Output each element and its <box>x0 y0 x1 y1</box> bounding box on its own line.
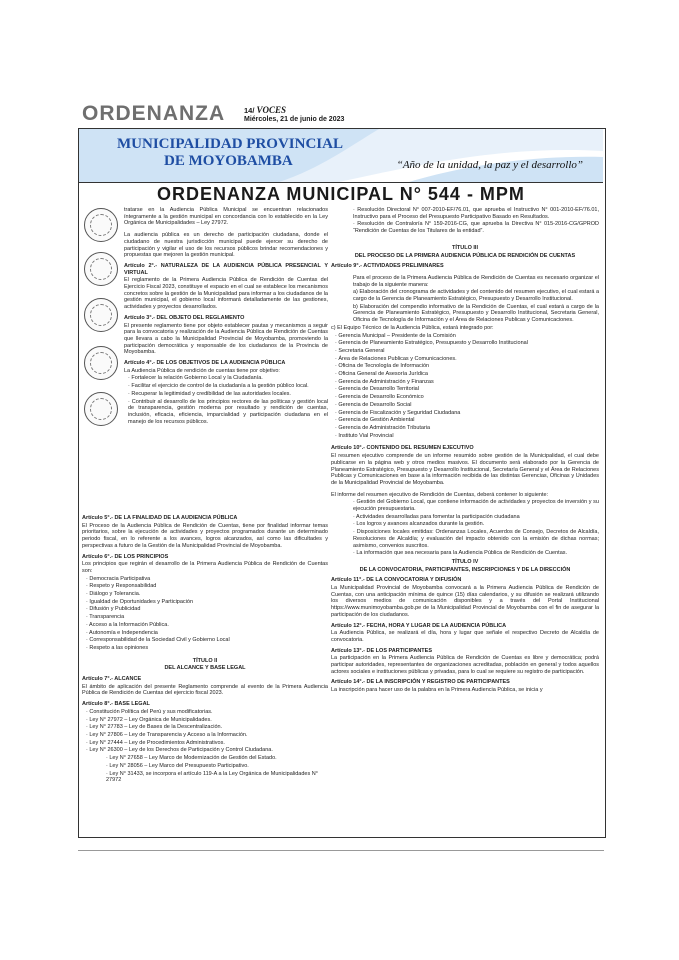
list-item: · Diálogo y Tolerancia. <box>86 591 141 598</box>
article-heading: Artículo 12°.- FECHA, HORA Y LUGAR DE LA AUDIENCIA PÚBLICA <box>331 622 507 629</box>
list-item: · Resolución Directoral N° 007-2010-EF/76.01, que aprueba el Instructivo N° 001-2010-EF/76.01, Instructivo para el Proceso del Presupuesto Participativo Basado en Resultados. <box>353 207 599 220</box>
paragraph: Para el proceso de la Primera Audiencia Pública de Rendición de Cuentas es necesario organizar el trabajo de la siguiente manera: <box>353 274 599 288</box>
paragraph: El Proceso de la Audiencia Pública de Rendición de Cuentas, tiene por finalidad informar temas prioritarios, sobre la ejecución de actividades y proyectos programados durante un determinado periodo fiscal, en lo referente a los avances, logros alcanzados, así como las dificultades y perspectivas a futuro de la Gestión de la Municipalidad Provincial de Moyobamba. <box>82 522 328 549</box>
newspaper-name: VOCES <box>256 105 287 115</box>
article-heading: Artículo 11°.- DE LA CONVOCATORIA Y DIFUSIÓN <box>331 577 462 584</box>
article-heading: Artículo 3°.- DEL OBJETO DEL REGLAMENTO <box>124 314 245 321</box>
paragraph: El resumen ejecutivo comprende de un informe resumido sobre gestión de la Municipalidad, el cual debe publicarse en la página web y otros medios masivos. El documento será elaborado por la Gerencia de Planeamiento Estratégico, Presupuesto y Desarrollo Institucional, Secretaría General y el Área de Relaciones Publicas y Comunicaciones en base a la información recibida de las distintas Gerencias, Oficinas y Unidades de la Municipalidad Provincial de Moyobamba. <box>331 453 599 486</box>
team-member: · Gerencia de Administración Tributaria <box>335 424 431 431</box>
list-item: c) El Equipo Técnico de la Audiencia Pública, estará integrado por: <box>331 324 494 331</box>
team-member: · Oficina General de Asesoría Jurídica <box>335 371 428 378</box>
list-item: · Disposiciones locales emitidas: Ordenanzas Locales, Acuerdos de Consejo, Decretos de Alcaldía, Resoluciones de Alcaldía; y evaluación del impacto obtenido con la emisión de dichas normas; asimismo, convenios suscritos. <box>353 529 599 549</box>
ordinance-title: ORDENANZA MUNICIPAL N° 544 - MPM <box>157 184 525 204</box>
paragraph: Los principios que regirán el desarrollo de la Primera Audiencia Pública de Rendición de Cuentas son: <box>82 561 328 574</box>
team-member: · Gerencia de Gestión Ambiental <box>335 417 415 424</box>
column-bottom-left <box>82 515 328 785</box>
list-subitem: · Ley N° 28056 – Ley Marco del Presupuesto Participativo. <box>106 762 249 769</box>
list-subitem: · Ley N° 31433, se incorpora el artículo 119-A a la Ley Orgánica de Municipalidades N° 27972 <box>106 770 318 784</box>
list-item: · Acceso a la Información Pública. <box>86 621 169 628</box>
article-heading: Artículo 5°.- DE LA FINALIDAD DE LA AUDIENCIA PÚBLICA <box>82 515 238 521</box>
paragraph: El informe del resumen ejecutivo de Rendición de Cuentas, deberá contener lo siguiente: <box>331 491 549 498</box>
section-title: ORDENANZA <box>82 102 226 125</box>
title-subheading: DE LA CONVOCATORIA, PARTICIPANTES, INSCRIPCIONES Y DE LA DIRECCIÓN <box>359 566 571 573</box>
paragraph: La participación en la Primera Audiencia Pública de Rendición de Cuentas es libre y democrática; podrá participar autoridades, representantes de organizaciones acreditadas, población en general y todos aquellos actores sociales e instituciones públicas y privadas, para lo cual se requiere su registro de participación. <box>331 655 599 675</box>
list-item: · Corresponsabilidad de la Sociedad Civil y Gobierno Local <box>86 637 230 644</box>
page-number <box>244 105 286 115</box>
official-seal-icon <box>84 346 118 380</box>
list-item: a) Elaboración del cronograma de actividades y del contenido del resumen ejecutivo, el cual estará a cargo de la Gerencia de Planeamiento Estratégico, Presupuesto y Desarrollo Institucional. <box>353 289 599 303</box>
team-member: · Gerencia de Desarrollo Económico <box>335 394 424 401</box>
list-item: · Facilitar el ejercicio de control de la ciudadanía a la gestión público local. <box>128 383 309 390</box>
article-heading: Artículo 7°.- ALCANCE <box>82 676 142 683</box>
article-heading: Artículo 8°.- BASE LEGAL <box>82 701 150 708</box>
article-heading: Artículo 13°.- DE LOS PARTICIPANTES <box>331 647 433 654</box>
paragraph: La audiencia pública es un derecho de participación ciudadana, donde el ciudadano de nuestra jurisdicción municipal puede ejercer su derecho de participación y vigilar el uso de los recursos públicos brindar recomendaciones y propuestas que mejoren la gestión municipal. <box>124 232 328 259</box>
year-motto: “Año de la unidad, la paz y el desarrollo” <box>396 159 583 171</box>
list-item: · Constitución Política del Perú y sus modificatorias. <box>86 708 213 715</box>
paragraph: La Audiencia Pública de rendición de cuentas tiene por objetivo: <box>124 367 280 374</box>
paragraph: La Audiencia Pública, se realizará el día, hora y lugar que señale el respectivo Decreto de Alcaldía de convocatoria. <box>331 630 599 643</box>
column-top-left <box>124 207 328 426</box>
team-member: · Gerencia de Administración y Finanzas <box>335 378 434 385</box>
list-item: · Ley N° 27806 – Ley de Transparencia y Acceso a la Información. <box>86 731 248 738</box>
article-heading: Artículo 6°.- DE LOS PRINCIPIOS <box>82 553 169 560</box>
list-item: · Ley N° 27972 – Ley Orgánica de Municipalidades. <box>86 716 212 723</box>
official-seal-icon <box>84 208 118 242</box>
list-item: · Resolución de Contraloría N° 159-2016-CG, que aprueba la Directiva N° 015-2016-CG/GPROD “Rendición de Cuentas de los Titulares de la entidad”. <box>353 221 599 235</box>
article-heading: Artículo 10°.- CONTENIDO DEL RESUMEN EJECUTIVO <box>331 445 474 452</box>
list-subitem: · Ley N° 27658 – Ley Marco de Modernización de Gestión del Estado. <box>106 755 277 762</box>
team-member: · Área de Relaciones Publicas y Comunicaciones. <box>335 355 457 362</box>
list-item: · Gestión del Gobierno Local, que contiene información de actividades y proyectos de inversión y su ejecución presupuestaria. <box>353 499 599 513</box>
list-item: · Ley N° 27444 – Ley de Procedimientos Administrativos. <box>86 739 225 746</box>
team-member: · Gerencia Municipal – Presidente de la Comisión <box>335 332 456 339</box>
official-seal-icon <box>84 252 118 286</box>
official-seal-icon <box>84 298 118 332</box>
paragraph: El presente reglamento tiene por objeto establecer pautas y mecanismos a seguir para la convocatoria y realización de la Audiencia Pública de Rendición de Cuentas que llevara a cabo la Municipalidad Provincial de Moyobamba, promoviendo la participación democrática y responsable de los ciudadanos de la Provincia de Moyobamba. <box>124 322 328 356</box>
article-heading: Artículo 9°.- ACTIVIDADES PRELIMINARES <box>331 263 444 270</box>
paragraph: La inscripción para hacer uso de la palabra en la Primera Audiencia Pública, se inicia y <box>331 687 543 694</box>
title-subheading: DEL PROCESO DE LA PRIMERA AUDIENCIA PÚBLICA DE RENDICIÓN DE CUENTAS <box>354 252 576 259</box>
team-member: · Gerencia de Fiscalización y Seguridad Ciudadana <box>335 409 461 416</box>
list-item: · Igualdad de Oportunidades y Participación <box>86 598 194 605</box>
team-member: · Oficina de Tecnología de Información <box>335 363 430 370</box>
article-heading: Artículo 2°.- NATURALEZA DE LA AUDIENCIA PÚBLICA PRESENCIAL Y VIRTUAL <box>124 262 328 276</box>
official-seal-icon <box>84 392 118 426</box>
team-member: · Gerencia de Planeamiento Estratégico, Presupuesto y Desarrollo Institucional <box>335 340 528 347</box>
paragraph: tratarse en la Audiencia Pública Municipal se encuentran relacionados íntegramente a la gestión municipal en concordancia con lo establecido en la Ley Orgánica de Municipalidades – Ley 27972. <box>124 207 328 227</box>
team-member: · Gerencia de Desarrollo Social <box>335 401 412 408</box>
ordinance-title-bar <box>79 182 603 205</box>
title-heading: TÍTULO III <box>452 244 478 251</box>
article-heading: Artículo 4°.- DE LOS OBJETIVOS DE LA AUDIENCIA PÚBLICA <box>124 360 286 367</box>
team-member: · Secretaria General <box>335 347 385 354</box>
column-right <box>331 207 599 695</box>
article-heading: Artículo 14°.- DE LA INSCRIPCIÓN Y REGISTRO DE PARTICIPANTES <box>331 679 510 686</box>
list-item: · Actividades desarrolladas para fomentar la participación ciudadana <box>353 513 520 520</box>
list-item: · Recuperar la legitimidad y credibilidad de las autoridades locales. <box>128 390 291 397</box>
institution-name-line2: DE MOYOBAMBA <box>164 153 293 169</box>
list-item: · La información que sea necesaria para la Audiencia Pública de Rendición de Cuentas. <box>353 550 568 557</box>
page-bottom-rule <box>78 850 604 851</box>
page-number-value: 14/ <box>244 106 255 115</box>
banner <box>79 129 603 182</box>
list-item: · Respeto a las opiniones <box>86 644 149 651</box>
list-item: · Ley N° 26300 – Ley de los Derechos de Participación y Control Ciudadana. <box>86 747 273 754</box>
title-subheading: DEL ALCANCE Y BASE LEGAL <box>164 665 246 672</box>
list-item: · Fortalecer la relación Gobierno Local y la Ciudadanía. <box>128 375 263 382</box>
team-member: · Instituto Vial Provincial <box>335 432 394 439</box>
team-member: · Gerencia de Desarrollo Territorial <box>335 386 419 393</box>
list-item: · Los logros y avances alcanzados durante la gestión. <box>353 521 485 528</box>
title-heading: TÍTULO II <box>192 657 218 664</box>
list-item: · Respeto y Responsabilidad <box>86 583 157 590</box>
paragraph: El reglamento de la Primera Audiencia Pública de Rendición de Cuentas del Ejercicio Fiscal 2023, constituye el espacio en el cual se establece los mecanismos concretos sobre la gestión de la Municipalidad para informar a los ciudadanos de la gestión municipal, el gobierno local informará detalladamente de las gestiones, actividades y proyectos desarrollados. <box>124 277 328 311</box>
publication-date: Miércoles, 21 de junio de 2023 <box>244 116 345 123</box>
institution-name-line1: MUNICIPALIDAD PROVINCIAL <box>117 136 343 152</box>
paragraph: El ámbito de aplicación del presente Reglamento comprende al evento de la Primera Audiencia Pública de Rendición de Cuentas del ejercicio fiscal 2023. <box>82 683 328 697</box>
paragraph: La Municipalidad Provincial de Moyobamba convocará a la Primera Audiencia Pública de Rendición de Cuentas, con una anticipación mínima de quince (15) días calendarios, y su difusión se realizará utilizando los diversos medios de comunicación disponibles y a través del Portal Institucional https://www.munimoyobamba.gob.pe de la Municipalidad Provincial de Moyobamba con el fin de asegurar la participación de los ciudadanos. <box>331 585 599 618</box>
list-item: · Contribuir al desarrollo de los principios rectores de las políticas y gestión local de transparencia, gestión moderna por resultado y rendición de cuentas, inclusión, eficacia, eficiencia, imparcialidad y participación ciudadana en el manejo de los recursos públicos. <box>128 398 328 425</box>
list-item: · Transparencia <box>86 614 125 621</box>
title-heading: TÍTULO IV <box>451 558 479 565</box>
list-item: b) Elaboración del compendio informativo de la Rendición de Cuentas, el cual estará a cargo de la Gerencia de Planeamiento Estratégico, Presupuesto y Desarrollo Institucional, Secretaria General, Oficina de Tecnología de Información y el Área de Relaciones Publicas y Comunicaciones. <box>353 303 599 324</box>
list-item: · Difusión y Publicidad <box>86 606 141 613</box>
list-item: · Democracia Participativa <box>86 575 151 582</box>
list-item: · Ley N° 27783 – Ley de Bases de la Descentralización. <box>86 724 223 731</box>
list-item: · Autonomía e Independencia <box>86 629 158 636</box>
